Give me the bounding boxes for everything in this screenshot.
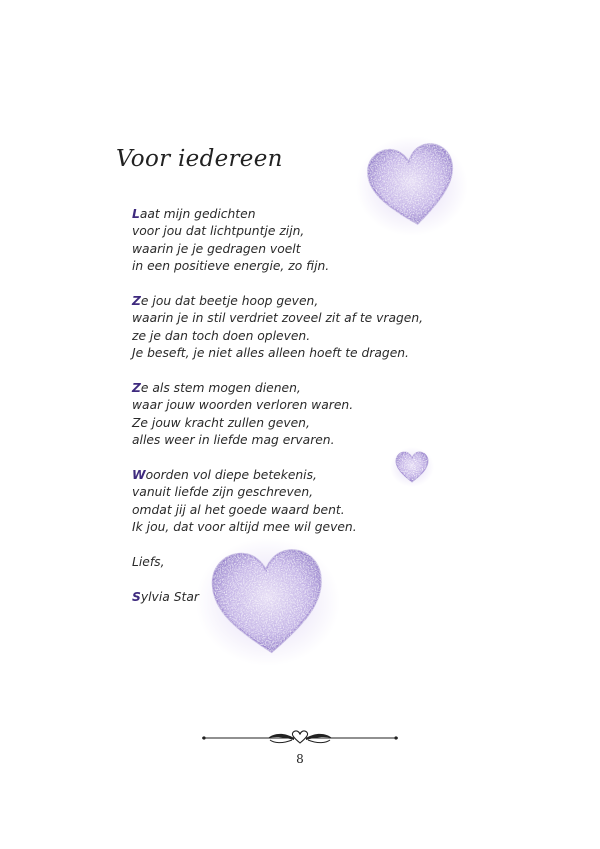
poem-line <box>132 293 432 310</box>
poem-line: waarin je in stil verdriet zoveel zit af te vragen, <box>132 311 424 326</box>
signature-block <box>132 554 432 606</box>
poem-line: vanuit liefde zijn geschreven, <box>132 485 314 500</box>
poem-line: voor jou dat lichtpuntje zijn, <box>132 224 305 239</box>
drop-initial: Z <box>132 381 141 396</box>
poem-line <box>132 206 432 223</box>
poem-line: alles weer in liefde mag ervaren. <box>132 433 335 448</box>
poem-line-text: e jou dat beetje hoop geven, <box>140 294 319 309</box>
page-number: 8 <box>296 752 304 766</box>
poem <box>132 206 432 624</box>
poem-line: waar jouw woorden verloren waren. <box>132 398 354 413</box>
poem-line: in een positieve energie, zo fijn. <box>132 259 330 274</box>
drop-initial: Z <box>132 294 141 309</box>
stanza <box>132 206 432 276</box>
page-title: Voor iedereen <box>116 146 283 172</box>
poem-line: ze je dan toch doen opleven. <box>132 328 311 343</box>
poem-line: waarin je je gedragen voelt <box>132 241 301 256</box>
poem-line: Ik jou, dat voor altijd mee wil geven. <box>132 520 357 535</box>
poem-line: Je beseft, je niet alles alleen hoeft te dragen. <box>132 346 409 361</box>
drop-initial: W <box>132 468 146 483</box>
poem-line: omdat jij al het goede waard bent. <box>132 502 345 517</box>
stanza <box>132 293 432 363</box>
signature-name: ylvia Star <box>140 589 199 604</box>
poem-line <box>132 380 432 397</box>
poem-line: Ze jouw kracht zullen geven, <box>132 415 310 430</box>
drop-initial: L <box>132 207 140 221</box>
poem-line-text: aat mijn gedichten <box>139 207 256 221</box>
closing: Liefs, <box>132 555 165 570</box>
poem-line-text: e als stem mogen dienen, <box>140 381 301 396</box>
stanza <box>132 380 432 450</box>
poem-line <box>132 467 432 484</box>
stanza <box>132 467 432 537</box>
signature <box>132 589 432 606</box>
ornament-divider-icon <box>202 728 398 748</box>
poem-line-text: oorden vol diepe betekenis, <box>145 468 317 483</box>
signature-initial: S <box>132 589 141 604</box>
